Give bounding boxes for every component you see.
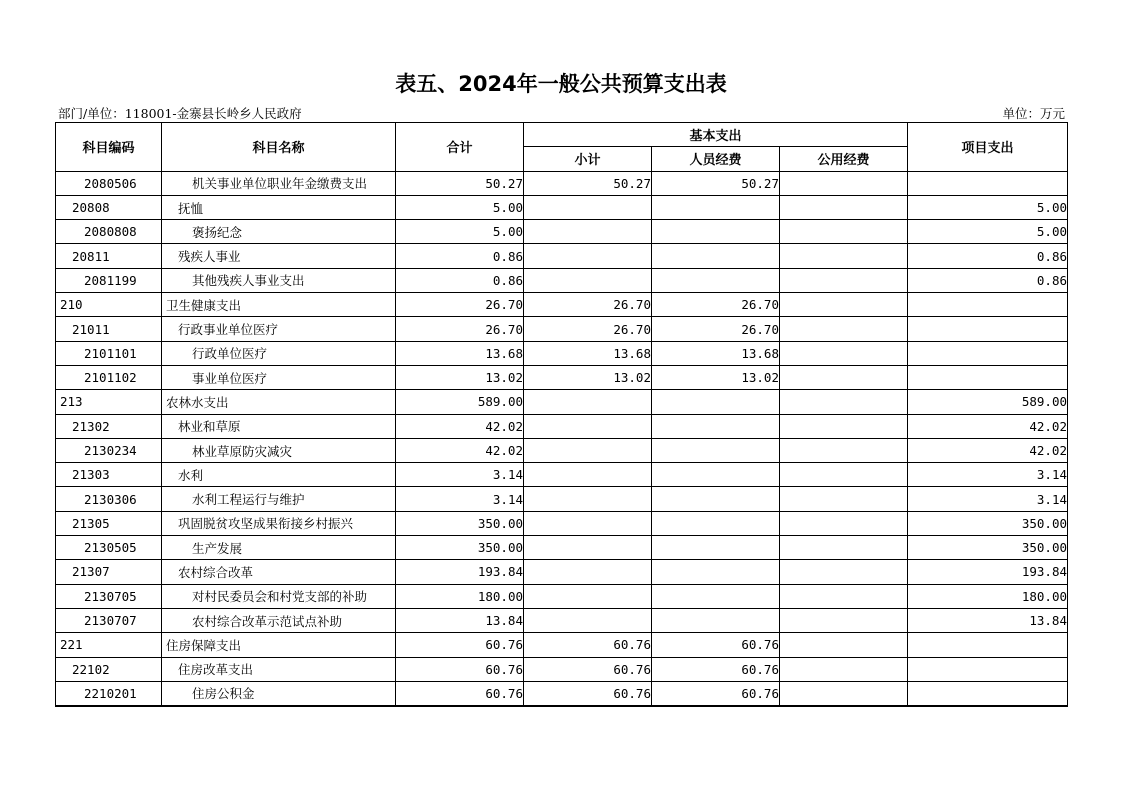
name-cell: 对村民委员会和村党支部的补助 <box>162 584 396 608</box>
public-cell <box>780 463 908 487</box>
public-cell <box>780 220 908 244</box>
table-row <box>56 244 1068 268</box>
department-label: 部门/单位：118001-金寨县长岭乡人民政府 <box>58 106 302 121</box>
total-cell: 193.84 <box>396 560 524 584</box>
personnel-cell: 26.70 <box>652 293 780 317</box>
code-cell: 21011 <box>56 317 162 341</box>
personnel-cell: 60.76 <box>652 681 780 706</box>
subtotal-cell: 13.68 <box>524 341 652 365</box>
code-cell: 213 <box>56 390 162 414</box>
project-cell <box>908 365 1068 389</box>
project-cell <box>908 293 1068 317</box>
table-row <box>56 268 1068 292</box>
code-cell: 2130306 <box>56 487 162 511</box>
project-cell <box>908 317 1068 341</box>
public-cell <box>780 195 908 219</box>
total-cell: 13.84 <box>396 608 524 632</box>
total-cell: 589.00 <box>396 390 524 414</box>
public-cell <box>780 536 908 560</box>
total-cell: 5.00 <box>396 220 524 244</box>
total-cell: 3.14 <box>396 487 524 511</box>
name-cell: 住房公积金 <box>162 681 396 706</box>
name-cell: 机关事业单位职业年金缴费支出 <box>162 171 396 195</box>
project-cell: 42.02 <box>908 438 1068 462</box>
table-row <box>56 511 1068 535</box>
code-cell: 2080506 <box>56 171 162 195</box>
project-cell: 350.00 <box>908 536 1068 560</box>
public-cell <box>780 560 908 584</box>
project-cell: 0.86 <box>908 244 1068 268</box>
code-cell: 2101101 <box>56 341 162 365</box>
code-cell: 20811 <box>56 244 162 268</box>
total-cell: 42.02 <box>396 414 524 438</box>
table-row <box>56 633 1068 657</box>
code-cell: 2130707 <box>56 608 162 632</box>
subtotal-cell <box>524 487 652 511</box>
header-public: 公用经费 <box>780 147 908 171</box>
project-cell: 5.00 <box>908 195 1068 219</box>
personnel-cell <box>652 220 780 244</box>
name-cell: 农林水支出 <box>162 390 396 414</box>
name-cell: 林业和草原 <box>162 414 396 438</box>
subtotal-cell: 60.76 <box>524 633 652 657</box>
subtotal-cell: 50.27 <box>524 171 652 195</box>
public-cell <box>780 317 908 341</box>
total-cell: 350.00 <box>396 536 524 560</box>
code-cell: 20808 <box>56 195 162 219</box>
personnel-cell <box>652 244 780 268</box>
total-cell: 60.76 <box>396 633 524 657</box>
name-cell: 住房保障支出 <box>162 633 396 657</box>
header-total: 合计 <box>396 123 524 172</box>
public-cell <box>780 341 908 365</box>
name-cell: 抚恤 <box>162 195 396 219</box>
table-row <box>56 536 1068 560</box>
total-cell: 13.02 <box>396 365 524 389</box>
code-cell: 2080808 <box>56 220 162 244</box>
public-cell <box>780 390 908 414</box>
subtotal-cell: 13.02 <box>524 365 652 389</box>
public-cell <box>780 681 908 706</box>
personnel-cell <box>652 438 780 462</box>
subtotal-cell <box>524 608 652 632</box>
total-cell: 0.86 <box>396 244 524 268</box>
personnel-cell <box>652 511 780 535</box>
public-cell <box>780 438 908 462</box>
subtotal-cell <box>524 268 652 292</box>
code-cell: 2210201 <box>56 681 162 706</box>
code-cell: 21305 <box>56 511 162 535</box>
personnel-cell: 13.02 <box>652 365 780 389</box>
project-cell: 180.00 <box>908 584 1068 608</box>
total-cell: 50.27 <box>396 171 524 195</box>
personnel-cell <box>652 487 780 511</box>
name-cell: 残疾人事业 <box>162 244 396 268</box>
subtotal-cell <box>524 536 652 560</box>
header-personnel: 人员经费 <box>652 147 780 171</box>
code-cell: 2130234 <box>56 438 162 462</box>
table-row <box>56 584 1068 608</box>
subtotal-cell <box>524 463 652 487</box>
project-cell: 0.86 <box>908 268 1068 292</box>
subtotal-cell <box>524 220 652 244</box>
table-row <box>56 171 1068 195</box>
code-cell: 2130505 <box>56 536 162 560</box>
public-cell <box>780 244 908 268</box>
unit-label: 单位：万元 <box>1002 106 1065 121</box>
public-cell <box>780 171 908 195</box>
table-row <box>56 414 1068 438</box>
personnel-cell <box>652 560 780 584</box>
personnel-cell <box>652 195 780 219</box>
total-cell: 60.76 <box>396 657 524 681</box>
total-cell: 350.00 <box>396 511 524 535</box>
table-row <box>56 608 1068 632</box>
personnel-cell <box>652 390 780 414</box>
table-row <box>56 220 1068 244</box>
code-cell: 21307 <box>56 560 162 584</box>
personnel-cell: 60.76 <box>652 657 780 681</box>
name-cell: 其他残疾人事业支出 <box>162 268 396 292</box>
subtotal-cell <box>524 584 652 608</box>
table-row <box>56 293 1068 317</box>
project-cell: 3.14 <box>908 463 1068 487</box>
public-cell <box>780 584 908 608</box>
public-cell <box>780 608 908 632</box>
code-cell: 2081199 <box>56 268 162 292</box>
code-cell: 21302 <box>56 414 162 438</box>
name-cell: 水利工程运行与维护 <box>162 487 396 511</box>
subtotal-cell: 26.70 <box>524 293 652 317</box>
subtotal-cell <box>524 244 652 268</box>
project-cell <box>908 681 1068 706</box>
subtotal-cell <box>524 511 652 535</box>
project-cell: 350.00 <box>908 511 1068 535</box>
personnel-cell <box>652 463 780 487</box>
header-subtotal: 小计 <box>524 147 652 171</box>
name-cell: 行政单位医疗 <box>162 341 396 365</box>
project-cell: 589.00 <box>908 390 1068 414</box>
table-row <box>56 341 1068 365</box>
subtotal-cell: 60.76 <box>524 657 652 681</box>
subtotal-cell <box>524 560 652 584</box>
total-cell: 3.14 <box>396 463 524 487</box>
name-cell: 水利 <box>162 463 396 487</box>
table-row <box>56 365 1068 389</box>
project-cell: 3.14 <box>908 487 1068 511</box>
public-cell <box>780 487 908 511</box>
table-row <box>56 438 1068 462</box>
table-body <box>56 171 1068 706</box>
code-cell: 210 <box>56 293 162 317</box>
code-cell: 21303 <box>56 463 162 487</box>
personnel-cell <box>652 414 780 438</box>
project-cell <box>908 657 1068 681</box>
total-cell: 5.00 <box>396 195 524 219</box>
public-cell <box>780 657 908 681</box>
project-cell: 193.84 <box>908 560 1068 584</box>
name-cell: 巩固脱贫攻坚成果衔接乡村振兴 <box>162 511 396 535</box>
name-cell: 生产发展 <box>162 536 396 560</box>
name-cell: 事业单位医疗 <box>162 365 396 389</box>
table-row <box>56 195 1068 219</box>
code-cell: 2130705 <box>56 584 162 608</box>
header-code: 科目编码 <box>56 123 162 172</box>
total-cell: 26.70 <box>396 293 524 317</box>
personnel-cell: 50.27 <box>652 171 780 195</box>
total-cell: 60.76 <box>396 681 524 706</box>
subtotal-cell: 60.76 <box>524 681 652 706</box>
name-cell: 林业草原防灾减灾 <box>162 438 396 462</box>
table-row <box>56 317 1068 341</box>
table-row <box>56 463 1068 487</box>
header-basic: 基本支出 <box>524 123 908 147</box>
name-cell: 卫生健康支出 <box>162 293 396 317</box>
subtotal-cell <box>524 195 652 219</box>
public-cell <box>780 633 908 657</box>
total-cell: 13.68 <box>396 341 524 365</box>
project-cell <box>908 171 1068 195</box>
personnel-cell <box>652 268 780 292</box>
project-cell: 5.00 <box>908 220 1068 244</box>
public-cell <box>780 414 908 438</box>
table-row <box>56 487 1068 511</box>
subtotal-cell <box>524 390 652 414</box>
project-cell: 42.02 <box>908 414 1068 438</box>
public-cell <box>780 365 908 389</box>
project-cell: 13.84 <box>908 608 1068 632</box>
personnel-cell <box>652 584 780 608</box>
name-cell: 褒扬纪念 <box>162 220 396 244</box>
code-cell: 221 <box>56 633 162 657</box>
name-cell: 住房改革支出 <box>162 657 396 681</box>
header-project: 项目支出 <box>908 123 1068 172</box>
personnel-cell: 60.76 <box>652 633 780 657</box>
total-cell: 0.86 <box>396 268 524 292</box>
personnel-cell <box>652 536 780 560</box>
table-row <box>56 681 1068 706</box>
table-row <box>56 560 1068 584</box>
total-cell: 180.00 <box>396 584 524 608</box>
table-row <box>56 657 1068 681</box>
table-row <box>56 390 1068 414</box>
public-cell <box>780 511 908 535</box>
name-cell: 农村综合改革示范试点补助 <box>162 608 396 632</box>
name-cell: 农村综合改革 <box>162 560 396 584</box>
page-title: 表五、2024年一般公共预算支出表 <box>395 72 727 96</box>
subtotal-cell <box>524 438 652 462</box>
total-cell: 26.70 <box>396 317 524 341</box>
project-cell <box>908 633 1068 657</box>
public-cell <box>780 268 908 292</box>
personnel-cell <box>652 608 780 632</box>
project-cell <box>908 341 1068 365</box>
personnel-cell: 26.70 <box>652 317 780 341</box>
public-cell <box>780 293 908 317</box>
header-name: 科目名称 <box>162 123 396 172</box>
name-cell: 行政事业单位医疗 <box>162 317 396 341</box>
subtotal-cell <box>524 414 652 438</box>
code-cell: 22102 <box>56 657 162 681</box>
subtotal-cell: 26.70 <box>524 317 652 341</box>
personnel-cell: 13.68 <box>652 341 780 365</box>
total-cell: 42.02 <box>396 438 524 462</box>
code-cell: 2101102 <box>56 365 162 389</box>
budget-table <box>55 122 1068 707</box>
